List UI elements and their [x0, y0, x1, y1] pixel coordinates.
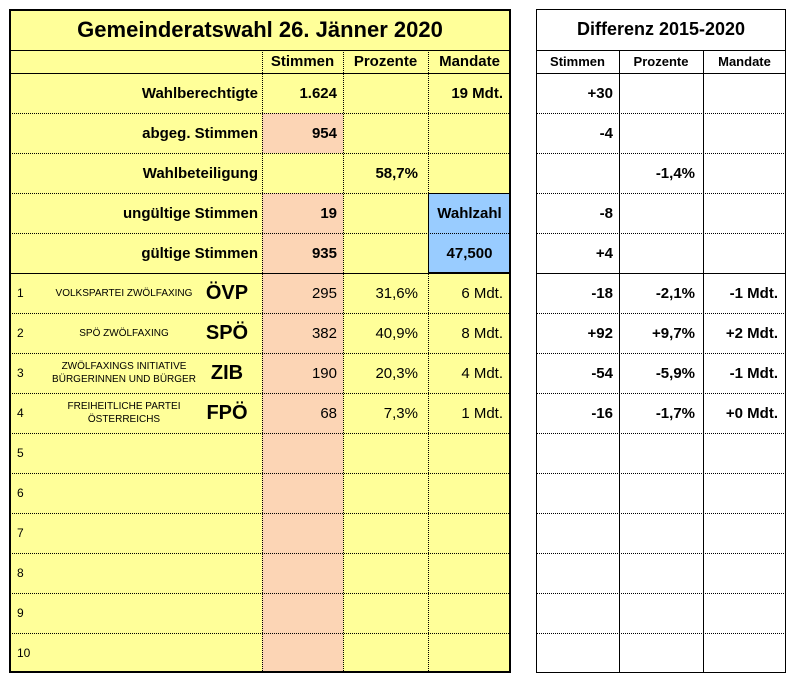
party-mandate: 4 Mdt. [461, 364, 503, 382]
diff-party-mandate: -1 Mdt. [729, 364, 778, 382]
diff-party-prozente: -1,7% [655, 404, 695, 422]
diff-party-prozente: +9,7% [652, 324, 695, 342]
summary-label: ungültige Stimmen [123, 204, 258, 222]
summary-label: abgeg. Stimmen [142, 124, 258, 142]
diff-party-mandate: +0 Mdt. [725, 404, 778, 422]
diff-header-stimmen: Stimmen [550, 54, 605, 69]
party-number: 9 [17, 606, 24, 620]
diff-party-mandate: +2 Mdt. [725, 324, 778, 342]
party-number: 2 [17, 326, 24, 340]
header-prozente: Prozente [353, 53, 418, 70]
diff-party-prozente: -2,1% [655, 284, 695, 302]
party-name-line: FREIHEITLICHE PARTEI [67, 401, 181, 412]
diff-summary-stimmen: +4 [595, 244, 613, 262]
diff-party-stimmen: -18 [591, 284, 613, 302]
diff-party-stimmen: -16 [591, 404, 613, 422]
diff-header-prozente: Prozente [633, 54, 689, 69]
diff-party-stimmen: -54 [591, 364, 613, 382]
header-stimmen: Stimmen [270, 53, 335, 70]
party-number: 1 [17, 286, 24, 300]
party-name-line: BÜRGERINNEN UND BÜRGER [52, 374, 196, 385]
party-number: 3 [17, 366, 24, 380]
party-number: 4 [17, 406, 24, 420]
party-abbreviation: ZIB [210, 361, 244, 384]
diff-summary-stimmen: +30 [587, 84, 613, 102]
summary-label: Wahlberechtigte [141, 84, 258, 102]
summary-stimmen: 954 [311, 124, 337, 142]
party-name: SPÖ ZWÖLFAXING [79, 327, 169, 339]
diff-party-mandate: -1 Mdt. [729, 284, 778, 302]
party-abbreviation: FPÖ [206, 401, 248, 424]
party-mandate: 6 Mdt. [461, 284, 503, 302]
summary-label: Wahlbeteiligung [142, 164, 258, 182]
party-prozente: 20,3% [375, 364, 418, 382]
party-number: 6 [17, 486, 24, 500]
wahlzahl-label: Wahlzahl [437, 204, 502, 222]
header-mandate: Mandate [439, 53, 500, 70]
party-name-line: ZWÖLFAXINGS INITIATIVE [61, 361, 187, 372]
summary-stimmen: 19 [320, 204, 337, 222]
party-name-line: ÖSTERREICHS [87, 414, 161, 425]
wahlzahl-value: 47,500 [446, 244, 493, 262]
main-table-border [9, 9, 511, 673]
party-stimmen: 382 [311, 324, 337, 342]
party-abbreviation: ÖVP [205, 281, 249, 304]
diff-table-border [536, 9, 786, 673]
diff-party-prozente: -5,9% [655, 364, 695, 382]
party-name: VOLKSPARTEI ZWÖLFAXING [55, 287, 193, 299]
summary-stimmen: 1.624 [299, 84, 337, 102]
party-stimmen: 68 [320, 404, 337, 422]
diff-summary-stimmen: -4 [599, 124, 613, 142]
party-prozente: 7,3% [383, 404, 418, 422]
diff-header-mandate: Mandate [718, 54, 771, 69]
party-abbreviation: SPÖ [205, 321, 249, 344]
party-prozente: 40,9% [375, 324, 418, 342]
party-mandate: 8 Mdt. [461, 324, 503, 342]
party-mandate: 1 Mdt. [461, 404, 503, 422]
party-stimmen: 295 [311, 284, 337, 302]
party-prozente: 31,6% [375, 284, 418, 302]
summary-label: gültige Stimmen [141, 244, 258, 262]
party-stimmen: 190 [311, 364, 337, 382]
diff-summary-prozente: -1,4% [655, 164, 695, 182]
summary-stimmen: 935 [311, 244, 337, 262]
party-number: 7 [17, 526, 24, 540]
party-number: 5 [17, 446, 24, 460]
party-number: 10 [17, 646, 31, 660]
summary-prozente: 58,7% [375, 164, 418, 182]
diff-summary-stimmen: -8 [599, 204, 613, 222]
page-title: Gemeinderatswahl 26. Jänner 2020 [77, 16, 443, 42]
summary-mandate: 19 Mdt. [451, 84, 503, 102]
diff-party-stimmen: +92 [587, 324, 613, 342]
diff-title: Differenz 2015-2020 [576, 19, 746, 39]
party-number: 8 [17, 566, 24, 580]
